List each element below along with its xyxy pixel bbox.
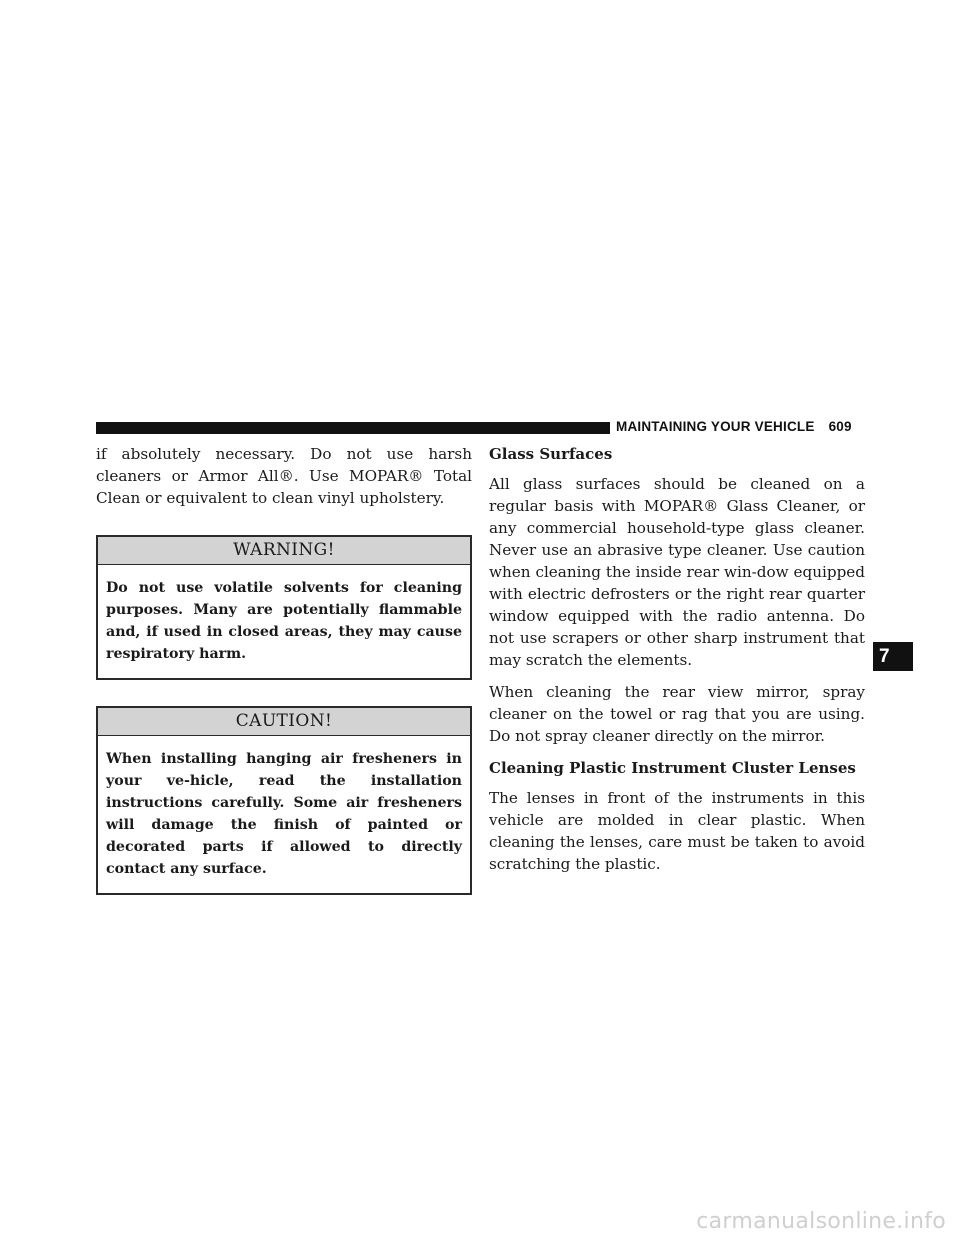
chapter-tab: 7 [873, 642, 913, 671]
lens-heading: Cleaning Plastic Instrument Cluster Lenses [489, 759, 856, 777]
running-header [616, 419, 852, 434]
warning-box [96, 535, 472, 680]
caution-box [96, 706, 472, 895]
section-title: MAINTAINING YOUR VEHICLE [616, 419, 815, 434]
glass-paragraph-2: When cleaning the rear view mirror, spray cleaner on the towel or rag that you are using. Do not spray cleaner directly on the mirror. [489, 683, 865, 745]
warning-text: Do not use volatile solvents for cleaning purposes. Many are potentially flammable and, if used in closed areas, they may cause respiratory harm. [106, 580, 462, 662]
watermark: carmanualsonline.info [696, 1209, 946, 1234]
right-column [489, 443, 865, 875]
page-number: 609 [828, 419, 852, 434]
caution-title: CAUTION! [98, 708, 470, 736]
lens-paragraph: The lenses in front of the instruments in this vehicle are molded in clear plastic. When cleaning the lenses, care must be taken to avoid scratching the plastic. [489, 789, 865, 873]
glass-paragraph-1: All glass surfaces should be cleaned on a regular basis with MOPAR® Glass Cleaner, or any commercial household-type glass cleaner. Never use an abrasive type cleaner. Use caution when cleaning the inside rear win-dow equipped with electric defrosters or the right rear quarter window equipped with the radio antenna. Do not use scrapers or other sharp instrument that may scratch the elements. [489, 475, 865, 669]
left-column [96, 443, 472, 895]
intro-paragraph: if absolutely necessary. Do not use harsh cleaners or Armor All®. Use MOPAR® Total Clean or equivalent to clean vinyl upholstery. [96, 445, 472, 507]
caution-text: When installing hanging air fresheners in your ve-hicle, read the installation instructions carefully. Some air fresheners will damage the finish of painted or decorated parts if allowed to directly contact any surface. [106, 751, 462, 877]
warning-title: WARNING! [98, 537, 470, 565]
header-rule [96, 422, 610, 434]
glass-surfaces-heading: Glass Surfaces [489, 445, 613, 463]
